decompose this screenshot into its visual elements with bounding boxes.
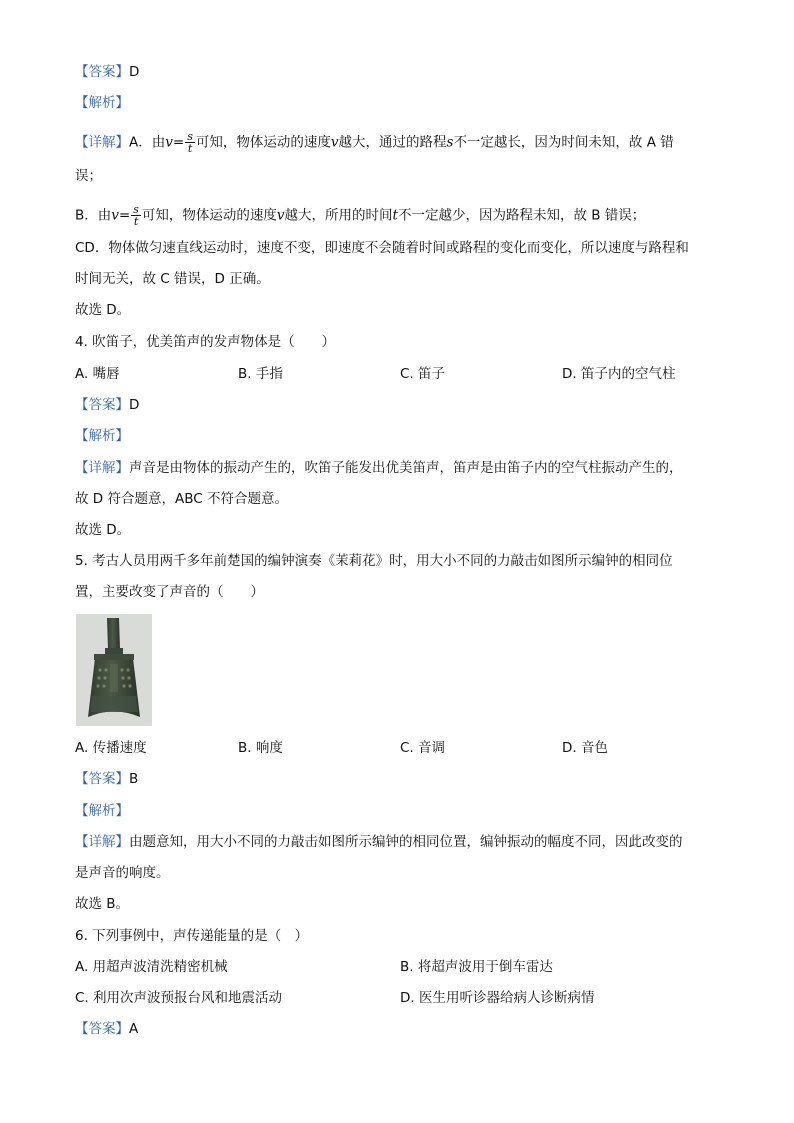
answer-value: D [129,64,140,80]
detail-tag: 【详解】 [75,460,129,476]
q4-choose: 故选 D。 [75,522,131,538]
q3-detail-cd-line1: CD．物体做匀速直线运动时，速度不变，即速度不会随着时间或路程的变化而变化，所以速度与路程和 [75,240,689,256]
q3-choose: 故选 D。 [75,302,131,318]
q5-option-b: B. 响度 [238,740,283,756]
analysis-tag: 【解析】 [75,95,129,111]
q4-detail-line2: 故 D 符合题意，ABC 不符合题意。 [75,491,288,507]
q4-detail-line1: 【详解】声音是由物体的振动产生的，吹笛子能发出优美笛声，笛声是由笛子内的空气柱振动产生的， [75,460,683,476]
q6-option-c: C. 利用次声波预报台风和地震活动 [75,990,283,1006]
q6-option-d: D. 医生用听诊器给病人诊断病情 [400,990,595,1006]
q4-option-c: C. 笛子 [400,366,446,382]
analysis-tag: 【解析】 [75,803,129,819]
q4-option-d: D. 笛子内的空气柱 [562,366,676,382]
q6-answer-line [75,1019,138,1039]
answer-tag: 【答案】 [75,64,129,80]
q5-detail-line1: 【详解】由题意知，用大小不同的力敲击如图所示编钟的相同位置，编钟振动的幅度不同，因此改变的 [75,834,683,850]
q5-option-d: D. 音色 [562,740,608,756]
q5-answer-line [75,769,138,789]
q5-stem-line1: 5. 考古人员用两千多年前楚国的编钟演奏《茉莉花》时，用大小不同的力敲击如图所示编钟的相同位 [75,553,673,569]
analysis-tag: 【解析】 [75,428,129,444]
q6-option-b: B. 将超声波用于倒车雷达 [400,959,553,975]
answer-value: A [129,1021,139,1037]
q6-stem: 6. 下列事例中，声传递能量的是（ ） [75,928,309,944]
q5-detail-line2: 是声音的响度。 [75,865,170,881]
answer-tag: 【答案】 [75,771,129,787]
q3-detail-a-line1: 【详解】A．由v= $\frac{s}{t}$ 可知，物体运动的速度v越大，通过的路程s不一定越长，因为时间未知，故 A 错 [75,130,674,155]
q3-answer-line [75,62,139,82]
answer-tag: 【答案】 [75,397,129,413]
detail-tag: 【详解】 [75,834,129,850]
q5-choose: 故选 B。 [75,896,130,912]
q3-analysis-tag [75,93,129,113]
q5-option-a: A. 传播速度 [75,740,147,756]
bronze-bell-image [76,614,152,726]
q4-option-a: A. 嘴唇 [75,366,120,382]
q5-stem-line2: 置，主要改变了声音的（ ） [75,584,264,600]
detail-tag: 【详解】 [75,134,129,151]
q6-option-a: A. 用超声波清洗精密机械 [75,959,228,975]
formula-fraction: $\frac{s}{t}$ [133,203,139,228]
q4-option-b: B. 手指 [238,366,283,382]
q4-stem: 4. 吹笛子，优美笛声的发声物体是（ ） [75,334,336,350]
q4-analysis-tag [75,426,129,446]
answer-tag: 【答案】 [75,1021,129,1037]
q3-detail-cd-line2: 时间无关，故 C 错误，D 正确。 [75,271,270,287]
q3-detail-a-line2: 误； [75,168,102,184]
q4-answer-line [75,395,139,415]
q5-option-c: C. 音调 [400,740,446,756]
q5-analysis-tag [75,801,129,821]
answer-value: B [129,771,139,787]
formula-fraction: $\frac{s}{t}$ [187,130,193,155]
q3-detail-b: B．由v= $\frac{s}{t}$ 可知，物体运动的速度v越大，所用的时间t不一定越少，因为路程未知，故 B 错误； [75,203,646,228]
answer-value: D [129,397,140,413]
